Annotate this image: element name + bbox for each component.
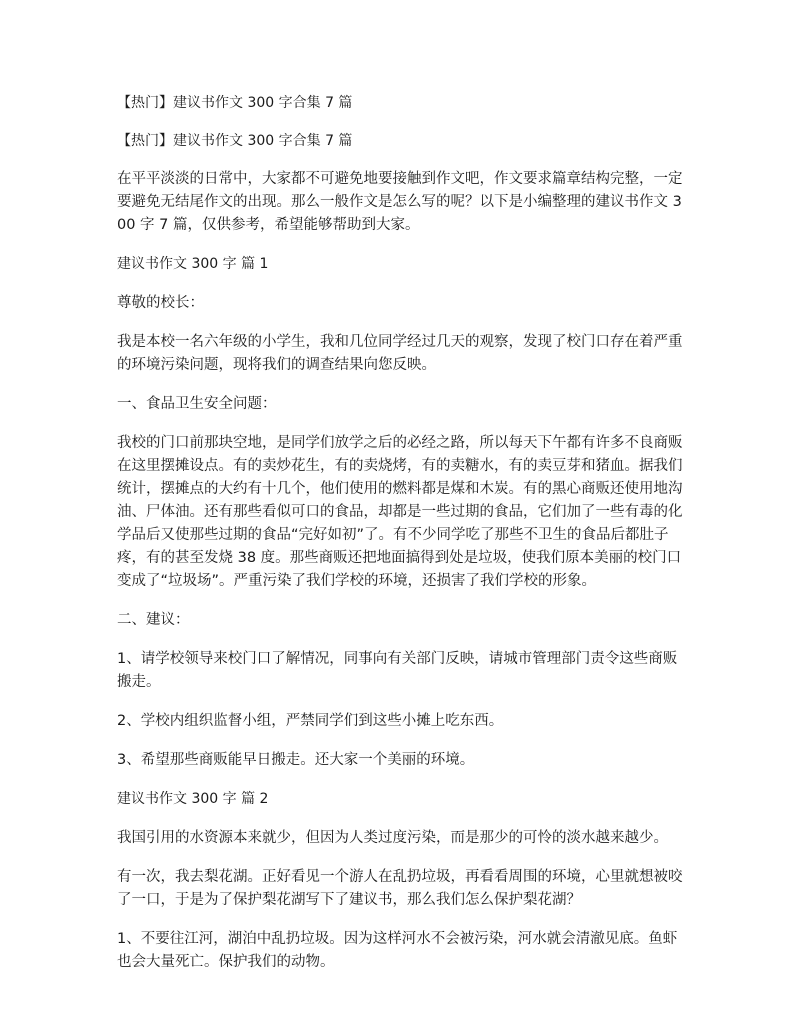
essay-1-paragraph-2: 我校的门口前那块空地，是同学们放学之后的必经之路，所以每天下午都有许多不良商贩在这里摆摊设点。有的卖炒花生，有的卖烧烤，有的卖糖水，有的卖豆芽和猪血。据我们统计，摆摊点的大约有十几个，他们使用的燃料都是煤和木炭。有的黑心商贩还使用地沟油、尸体油。还有那些看似可口的食品，却都是一些过期的食品，它们加了一些有毒的化学品后又使那些过期的食品“完好如初”了。有不少同学吃了那些不卫生的食品后都肚子疼，有的甚至发烧 38 度。那些商贩还把地面搞得到处是垃圾，使我们原本美丽的校门口变成了“垃圾场”。严重污染了我们学校的环境，还损害了我们学校的形象。 bbox=[117, 435, 683, 589]
document-title: 【热门】建议书作文 300 字合集 7 篇 bbox=[117, 95, 353, 111]
essay-2-paragraph-1: 我国引用的水资源本来就少，但因为人类过度污染，而是那少的可怜的淡水越来越少。 bbox=[117, 830, 668, 846]
section-heading-suggestions: 二、建议： bbox=[117, 612, 190, 628]
document-page bbox=[117, 92, 689, 974]
section-heading-food-safety: 一、食品卫生安全问题： bbox=[117, 396, 277, 412]
suggestion-1: 1、请学校领导来校门口了解情况，同事向有关部门反映，请城市管理部门责令这些商贩搬走。 bbox=[117, 651, 678, 690]
suggestion-3: 3、希望那些商贩能早日搬走。还大家一个美丽的环境。 bbox=[117, 752, 475, 768]
essay-2-paragraph-2: 有一次，我去梨花湖。正好看见一个游人在乱扔垃圾，再看看周围的环境，心里就想被咬了一口，于是为了保护梨花湖写下了建议书，那么我们怎么保护梨花湖？ bbox=[117, 869, 683, 908]
essay-1-heading: 建议书作文 300 字 篇 1 bbox=[117, 256, 269, 272]
essay-2-suggestion-1: 1、不要往江河，湖泊中乱扔垃圾。因为这样河水不会被污染，河水就会清澈见底。鱼虾也会大量死亡。保护我们的动物。 bbox=[117, 931, 678, 970]
suggestion-2: 2、学校内组织监督小组，严禁同学们到这些小摊上吃东西。 bbox=[117, 713, 504, 729]
essay-1-paragraph-1: 我是本校一名六年级的小学生，我和几位同学经过几天的观察，发现了校门口存在着严重的环境污染问题，现将我们的调查结果向您反映。 bbox=[117, 334, 683, 373]
salutation: 尊敬的校长： bbox=[117, 295, 204, 311]
essay-2-heading: 建议书作文 300 字 篇 2 bbox=[117, 791, 269, 807]
document-title-repeat: 【热门】建议书作文 300 字合集 7 篇 bbox=[117, 133, 353, 149]
intro-paragraph: 在平平淡淡的日常中，大家都不可避免地要接触到作文吧，作文要求篇章结构完整，一定要避免无结尾作文的出现。那么一般作文是怎么写的呢？以下是小编整理的建议书作文 300 字 7 篇，仅供参考，希望能够帮助到大家。 bbox=[117, 171, 683, 233]
